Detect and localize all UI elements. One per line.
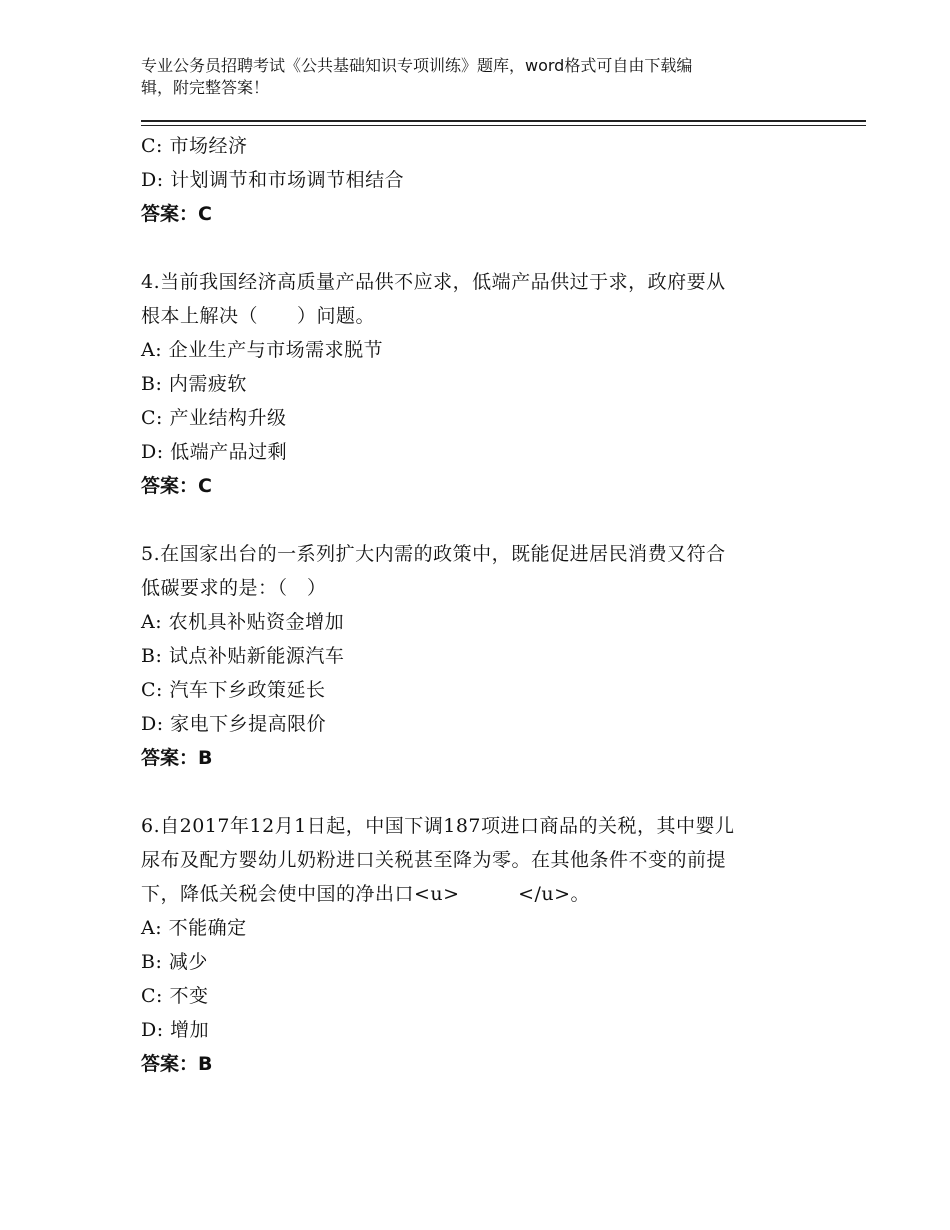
option-c: C: 产业结构升级: [141, 407, 287, 429]
header-line-2: 辑，附完整答案！: [141, 78, 270, 97]
spacer: [141, 231, 821, 265]
option-a: A: 不能确定: [141, 917, 247, 939]
question-4: [141, 265, 821, 503]
answer-line: 答案：B: [141, 1053, 213, 1075]
question-stem: 尿布及配方婴幼儿奶粉进口关税甚至降为零。在其他条件不变的前提: [141, 849, 727, 871]
question-stem: 6.自2017年12月1日起，中国下调187项进口商品的关税，其中婴儿: [141, 815, 735, 837]
option-c: C: 不变: [141, 985, 209, 1007]
question-5: [141, 537, 821, 775]
option-b: B: 减少: [141, 951, 208, 973]
question-stem: 根本上解决（ ）问题。: [141, 305, 376, 327]
question-stem: 5.在国家出台的一系列扩大内需的政策中，既能促进居民消费又符合: [141, 543, 726, 565]
option-d: D: 低端产品过剩: [141, 441, 288, 463]
header-line-1: 专业公务员招聘考试《公共基础知识专项训练》题库，word格式可自由下载编: [141, 56, 693, 75]
option-b: B: 内需疲软: [141, 373, 247, 395]
question-content: [141, 129, 821, 1081]
answer-line: 答案：C: [141, 475, 212, 497]
header-rule-thick: [141, 120, 866, 122]
option-d: D: 增加: [141, 1019, 210, 1041]
question-3: [141, 129, 821, 231]
question-stem: 4.当前我国经济高质量产品供不应求，低端产品供过于求，政府要从: [141, 271, 726, 293]
question-stem: 低碳要求的是：（ ）: [141, 577, 327, 599]
option-a: A: 农机具补贴资金增加: [141, 611, 345, 633]
page-header: [141, 55, 801, 99]
spacer: [141, 775, 821, 809]
header-rule-thin: [141, 125, 866, 126]
option-d: D: 家电下乡提高限价: [141, 713, 327, 735]
answer-line: 答案：C: [141, 203, 212, 225]
option-b: B: 试点补贴新能源汽车: [141, 645, 345, 667]
option-a: A: 企业生产与市场需求脱节: [141, 339, 384, 361]
answer-line: 答案：B: [141, 747, 213, 769]
spacer: [141, 503, 821, 537]
question-6: [141, 809, 821, 1081]
option-d: D: 计划调节和市场调节相结合: [141, 169, 405, 191]
option-c: C: 汽车下乡政策延长: [141, 679, 326, 701]
option-c: C: 市场经济: [141, 135, 248, 157]
question-stem: 下，降低关税会使中国的净出口<u> </u>。: [141, 883, 591, 905]
